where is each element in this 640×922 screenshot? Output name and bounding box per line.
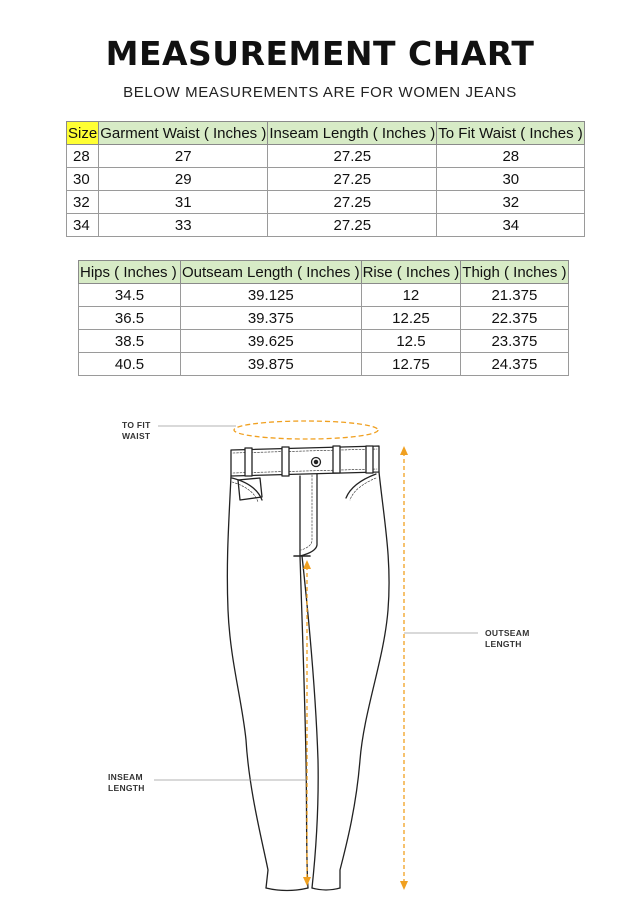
table-row [67,168,585,191]
cell-to-fit-waist: 28 [437,145,585,168]
callout-line: TO FIT [122,420,151,430]
callout-line: WAIST [122,431,151,441]
header-size: Size [67,122,99,145]
cell-thigh: 21.375 [461,284,568,307]
cell-hips: 38.5 [79,330,181,353]
cell-inseam-length: 27.25 [268,191,437,214]
header-thigh: Thigh ( Inches ) [461,261,568,284]
cell-size: 28 [67,145,99,168]
callout-line: OUTSEAM [485,628,530,638]
cell-inseam-length: 27.25 [268,145,437,168]
page-subtitle: BELOW MEASUREMENTS ARE FOR WOMEN JEANS [123,84,517,101]
header-hips: Hips ( Inches ) [79,261,181,284]
cell-hips: 34.5 [79,284,181,307]
callout-line: LENGTH [108,783,145,793]
table-row [79,353,569,376]
table-header-row [67,122,585,145]
callout-line: INSEAM [108,772,143,782]
cell-garment-waist: 27 [99,145,268,168]
cell-thigh: 23.375 [461,330,568,353]
cell-rise: 12.25 [361,307,461,330]
cell-hips: 40.5 [79,353,181,376]
cell-outseam-length: 39.375 [181,307,362,330]
header-rise: Rise ( Inches ) [361,261,461,284]
jeans-illustration [227,446,389,891]
cell-rise: 12 [361,284,461,307]
jeans-diagram [0,400,640,922]
cell-size: 30 [67,168,99,191]
header-to-fit-waist: To Fit Waist ( Inches ) [437,122,585,145]
table-header-row [79,261,569,284]
cell-garment-waist: 33 [99,214,268,237]
header-inseam-length: Inseam Length ( Inches ) [268,122,437,145]
table-row [67,145,585,168]
cell-size: 32 [67,191,99,214]
body-measurement-table [78,260,569,376]
header-outseam-length: Outseam Length ( Inches ) [181,261,362,284]
cell-garment-waist: 31 [99,191,268,214]
cell-outseam-length: 39.625 [181,330,362,353]
inseam-length-callout [108,772,145,794]
cell-garment-waist: 29 [99,168,268,191]
table-row [79,330,569,353]
cell-rise: 12.5 [361,330,461,353]
to-fit-waist-callout [122,420,151,442]
cell-thigh: 24.375 [461,353,568,376]
cell-size: 34 [67,214,99,237]
cell-outseam-length: 39.875 [181,353,362,376]
callout-line: LENGTH [485,639,522,649]
cell-hips: 36.5 [79,307,181,330]
to-fit-waist-ellipse [234,421,378,439]
outseam-arrow [400,446,408,890]
cell-inseam-length: 27.25 [268,214,437,237]
table-row [79,284,569,307]
cell-to-fit-waist: 30 [437,168,585,191]
page-title: MEASUREMENT CHART [105,34,535,73]
table-row [79,307,569,330]
cell-outseam-length: 39.125 [181,284,362,307]
cell-thigh: 22.375 [461,307,568,330]
header-garment-waist: Garment Waist ( Inches ) [99,122,268,145]
cell-to-fit-waist: 34 [437,214,585,237]
outseam-length-callout [485,628,530,650]
cell-to-fit-waist: 32 [437,191,585,214]
size-table [66,121,585,237]
table-row [67,191,585,214]
cell-rise: 12.75 [361,353,461,376]
cell-inseam-length: 27.25 [268,168,437,191]
table-row [67,214,585,237]
